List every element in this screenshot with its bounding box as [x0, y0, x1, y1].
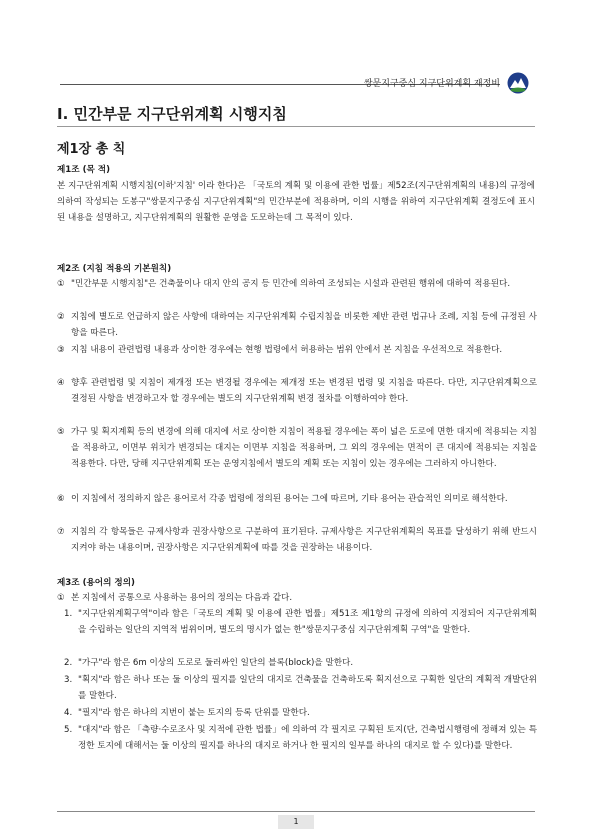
- document-title: 쌍문지구중심 지구단위계획 재정비: [363, 79, 500, 89]
- item-text: "획지"라 함은 하나 또는 둘 이상의 필지를 일단의 대지로 건축물을 건축하도록 획지선으로 구획한 일단의 계획적 개발단위를 말한다.: [78, 675, 537, 701]
- item-text: "필지"라 함은 하나의 지번이 붙는 토지의 등록 단위를 말한다.: [78, 708, 310, 718]
- definition-item: [64, 655, 537, 671]
- item-number: 2.: [64, 658, 73, 668]
- item-number: ③: [57, 345, 65, 355]
- item-text: 이 지침에서 정의하지 않은 용어로서 각종 법령에 정의된 용어는 그에 따르며, 기타 용어는 관습적인 의미로 해석한다.: [71, 494, 508, 504]
- article-1-text: 본 지구단위계획 시행지침(이하'지침' 이라 한다)은 「국토의 계획 및 이용에 관한 법률」제52조(지구단위계획의 내용)의 규정에 의하여 작성되는 도봉구"쌍문지구중심 지구단위계획"의 민간부분에 적용하며, 이의 시행을 위하여 지구단위계획 결정도에 표시된 내용을 설명하고, 지구단위계획의 원활한 운영을 도모하는데 그 목적이 있다.: [57, 181, 535, 223]
- article-2-title: 제2조 (지침 적용의 기본원칙): [57, 264, 172, 274]
- item-number: ①: [57, 279, 65, 289]
- item-text: 지침의 각 항목들은 규제사항과 권장사항으로 구분하여 표기된다. 규제사항은 지구단위계획의 목표를 달성하기 위해 반드시 지켜야 하는 내용이며, 권장사항은 지구단위계획에 따를 것을 권장하는 내용이다.: [71, 527, 537, 553]
- item-number: 3.: [64, 675, 73, 685]
- item-number: ⑦: [57, 527, 65, 537]
- article-2-item: [57, 276, 537, 292]
- item-number: ②: [57, 312, 65, 322]
- item-text: 본 지침에서 공통으로 사용하는 용어의 정의는 다음과 같다.: [71, 593, 293, 603]
- definition-item: [64, 672, 537, 704]
- item-text: 향후 관련법령 및 지침이 제개정 또는 변경될 경우에는 제개정 또는 변경된 법령 및 지침을 따른다. 다만, 지구단위계획으로 결정된 사항을 변경하고자 할 경우에는 별도의 지구단위계획 변경 절차를 이행하여야 한다.: [71, 378, 537, 404]
- chapter-title: 제1장 총 칙: [57, 142, 126, 157]
- item-text: "민간부문 시행지침"은 건축물이나 대지 안의 공지 등 민간에 의하여 조성되는 시설과 관련된 행위에 대하여 적용된다.: [71, 279, 511, 289]
- item-number: ⑥: [57, 494, 65, 504]
- article-2-item: [57, 342, 537, 358]
- item-text: 지침에 별도로 언급하지 않은 사항에 대하여는 지구단위계획 수립지침을 비롯한 제반 관련 법규나 조례, 지침 등에 규정된 사항을 따른다.: [71, 312, 537, 338]
- item-text: "가구"라 함은 6m 이상의 도로로 둘러싸인 일단의 블록(block)을 말한다.: [78, 658, 354, 668]
- section-title-underline: [57, 126, 535, 127]
- article-2-item: [57, 491, 537, 507]
- definition-item: [64, 606, 537, 638]
- article-2-item: [57, 309, 537, 341]
- item-number: ⑤: [57, 427, 65, 437]
- footer-rule: [57, 811, 535, 812]
- item-number: ④: [57, 378, 65, 388]
- section-title: Ⅰ. 민간부문 지구단위계획 시행지침: [57, 105, 287, 123]
- item-text: 가구 및 획지계획 등의 변경에 의해 대지에 서로 상이한 지침이 적용될 경우에는 폭이 넓은 도로에 면한 대지에 적용되는 지침을 적용하고, 이면부 위치가 변경되는 대지는 이면부 지침을 적용하며, 그 외의 경우에는 면적이 큰 대지에 적용되는 지침을 적용한다. 다만, 당해 지구단위계획 또는 운영지침에서 별도의 계획 또는 지침이 있는 경우에는 그러하지 아니한다.: [71, 427, 537, 469]
- item-number: 4.: [64, 708, 73, 718]
- item-text: 지침 내용이 관련법령 내용과 상이한 경우에는 현행 법령에서 허용하는 범위 안에서 본 지침을 우선적으로 적용한다.: [71, 345, 503, 355]
- article-3-intro: [57, 590, 537, 606]
- article-1-title: 제1조 (목 적): [57, 165, 111, 175]
- item-number: 1.: [64, 609, 73, 619]
- article-3-title: 제3조 (용어의 정의): [57, 578, 135, 588]
- page-number: 1: [278, 815, 314, 829]
- item-number: ①: [57, 593, 65, 603]
- item-text: "지구단위계획구역"이라 함은「국토의 계획 및 이용에 관한 법률」제51조 제1항의 규정에 의하여 지정되어 지구단위계획을 수립하는 일단의 지역적 범위이며, 별도의 명시가 없는 한"쌍문지구중심 지구단위계획 구역"을 말한다.: [78, 609, 537, 635]
- article-2-item: [57, 424, 537, 472]
- district-logo-icon: [507, 72, 529, 94]
- item-text: "대지"라 함은 「측량·수로조사 및 지적에 관한 법률」에 의하여 각 필지로 구획된 토지(단, 건축법시행령에 정해져 있는 특정한 토지에 대해서는 둘 이상의 필지를 하나의 대지로 하거나 한 필지의 일부를 하나의 대지로 할 수 있다)를 말한다.: [78, 725, 537, 751]
- item-number: 5.: [64, 725, 73, 735]
- article-2-item: [57, 524, 537, 556]
- definition-item: [64, 722, 537, 754]
- definition-item: [64, 705, 537, 721]
- article-2-item: [57, 375, 537, 407]
